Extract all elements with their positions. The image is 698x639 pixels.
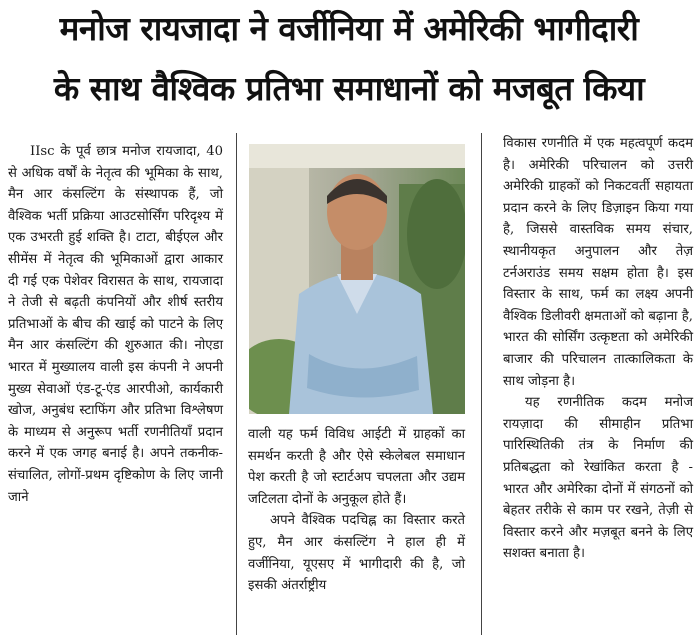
headline-line-2: के साथ वैश्विक प्रतिभा समाधानों को मजबूत किया <box>53 69 645 108</box>
article-column-2 <box>248 424 465 597</box>
article-column-1 <box>8 141 223 508</box>
article-paragraph: वाली यह फर्म विविध आईटी में ग्राहकों का समर्थन करती है और ऐसे स्केलेबल समाधान पेश करती है जो स्टार्टअप चपलता और उद्यम जटिलता दोनों के अनुकूल होते हैं। <box>248 427 465 507</box>
article-paragraph: विकास रणनीति में एक महत्वपूर्ण कदम है। अमेरिकी परिचालन को उत्तरी अमेरिकी ग्राहकों को निकटवर्ती सहायता प्रदान करने के लिए डिज़ाइन किया गया है, जिससे वास्तविक समय संचार, स्थानीयकृत अनुपालन और तेज़ टर्नअराउंड समय सक्षम होता है। इस विस्तार के साथ, फर्म का लक्ष्य अपनी वैश्विक डिलीवरी क्षमताओं को बढ़ाना है, भारत की सोर्सिंग उत्कृष्टता को अमेरिकी बाजार की परिचालन तात्कालिकता के साथ जोड़ना है। <box>503 136 693 389</box>
portrait-photo <box>249 144 465 414</box>
article-column-3 <box>503 133 693 565</box>
portrait-illustration <box>249 144 465 414</box>
article-paragraph: IIsc के पूर्व छात्र मनोज रायजादा, 40 से अधिक वर्षों के नेतृत्व की भूमिका के साथ, मैन आर कंसल्टिंग के संस्थापक हैं, जो वैश्विक भर्ती प्रक्रिया आउटसोर्सिंग परिदृश्य में एक उभरती हुई शक्ति है। टाटा, बीईएल और सीमेंस में नेतृत्व की भूमिकाओं द्वारा आकार दी गई एक पेशेवर विरासत के साथ, रायजादा ने तेजी से बढ़ती कंपनियों और शीर्ष स्तरीय प्रतिभाओं के बीच की खाई को पाटने के लिए मैन आर कंसल्टिंग की शुरुआत की। नोएडा भारत में मुख्यालय वाली इस कंपनी ने अपनी मुख्य सेवाओं एंड-टू-एंड आरपीओ, कार्यकारी खोज, अनुबंध स्टाफिंग और प्रतिभा विश्लेषण के माध्यम से अनुरूप भर्ती रणनीतियाँ प्रदान करने में एक जगह बनाई है। अपने तकनीक-संचालित, लोगों-प्रथम दृष्टिकोण के लिए जानी जाने <box>8 144 223 505</box>
article-paragraph: अपने वैश्विक पदचिह्न का विस्तार करते हुए, मैन आर कंसल्टिंग ने हाल ही में वर्जीनिया, यूएसए में भागीदारी की है, जो इसकी अंतर्राष्ट्रीय <box>248 513 465 594</box>
column-divider <box>481 133 482 635</box>
article-paragraph: यह रणनीतिक कदम मनोज रायज़ादा की सीमाहीन प्रतिभा पारिस्थितिकी तंत्र के निर्माण की प्रतिबद्धता को रेखांकित करता है - भारत और अमेरिका दोनों में संगठनों को बेहतर तरीके से काम पर रखने, तेज़ी से विस्तार करने और मज़बूत बनने के लिए सशक्त बनाता है। <box>503 395 693 562</box>
column-divider <box>236 133 237 635</box>
headline-line-1: मनोज रायजादा ने वर्जीनिया में अमेरिकी भागीदारी <box>59 9 639 48</box>
